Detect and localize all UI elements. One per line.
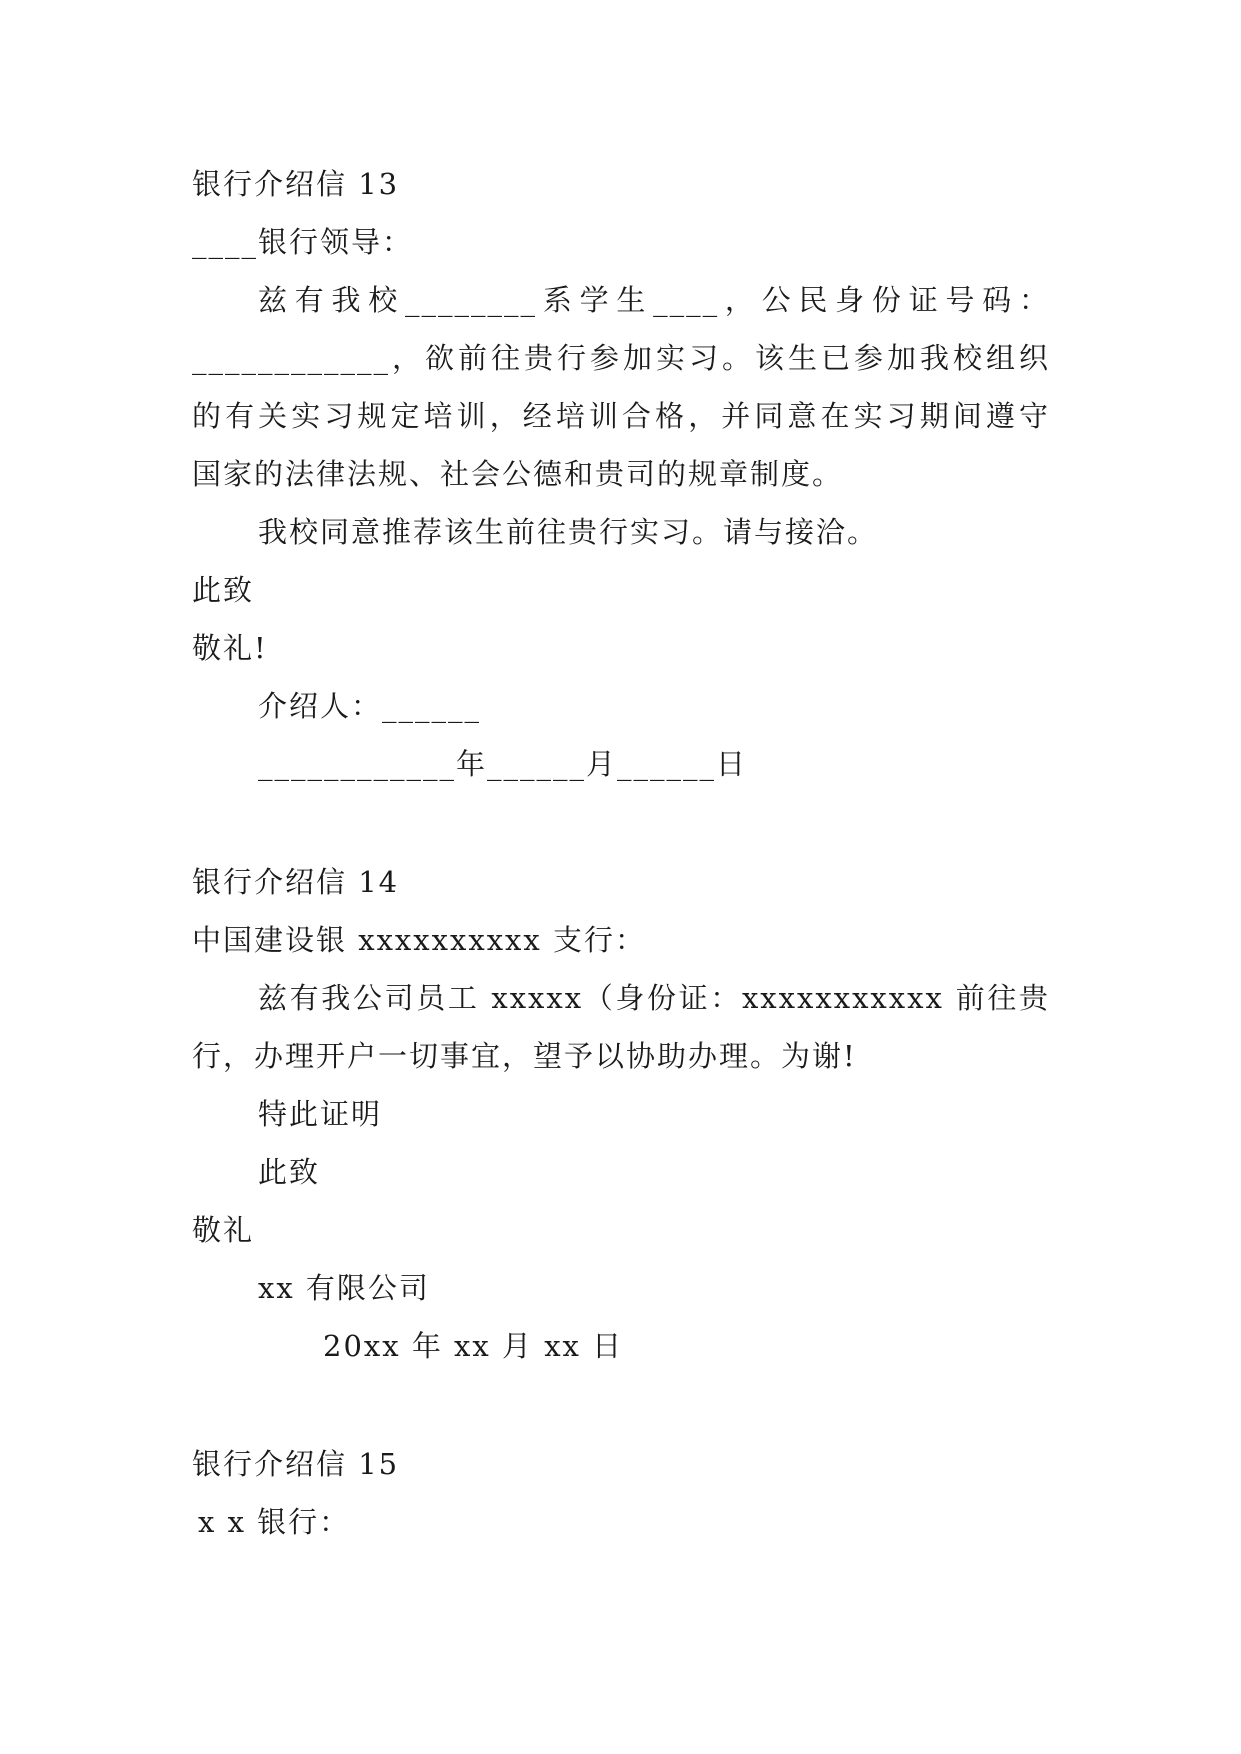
- letter-14-title: 银行介绍信 14: [192, 865, 400, 899]
- letter-13-introducer: 介绍人：______: [258, 689, 482, 723]
- letter-14-salutation: 中国建设银 xxxxxxxxxx 支行：: [192, 923, 646, 957]
- letter-14-closing-1: 此致: [258, 1155, 321, 1189]
- letter-14-body-line-1: 兹有我公司员工 xxxxx（身份证：xxxxxxxxxxx 前往贵: [258, 981, 1050, 1015]
- letter-13-body-line-1: 兹有我校________系学生____，公民身份证号码：: [258, 283, 1050, 317]
- letter-13-body-line-3: 的有关实习规定培训，经培训合格，并同意在实习期间遵守: [192, 399, 1050, 433]
- letter-15-title: 银行介绍信 15: [192, 1447, 400, 1481]
- letter-14-proof: 特此证明: [258, 1097, 383, 1131]
- letter-13-body-line-5: 我校同意推荐该生前往贵行实习。请与接洽。: [258, 515, 879, 549]
- letter-13-body-line-4: 国家的法律法规、社会公德和贵司的规章制度。: [192, 457, 844, 491]
- letter-14-body-line-2: 行，办理开户一切事宜，望予以协助办理。为谢!: [192, 1039, 857, 1073]
- letter-15-salutation: x x 银行：: [198, 1505, 351, 1539]
- letter-13-title: 银行介绍信 13: [192, 167, 400, 201]
- letter-13-body-line-2: ____________，欲前往贵行参加实习。该生已参加我校组织: [192, 341, 1050, 375]
- letter-14-closing-2: 敬礼: [192, 1213, 255, 1247]
- letter-13-date: ____________年______月______日: [258, 747, 748, 781]
- letter-14-date: 20xx 年 xx 月 xx 日: [323, 1329, 624, 1363]
- letter-13-salutation: ____银行领导：: [192, 225, 414, 259]
- letter-14-company: xx 有限公司: [258, 1271, 430, 1305]
- letter-13-closing-1: 此致: [192, 573, 255, 607]
- letter-13-closing-2: 敬礼!: [192, 631, 268, 665]
